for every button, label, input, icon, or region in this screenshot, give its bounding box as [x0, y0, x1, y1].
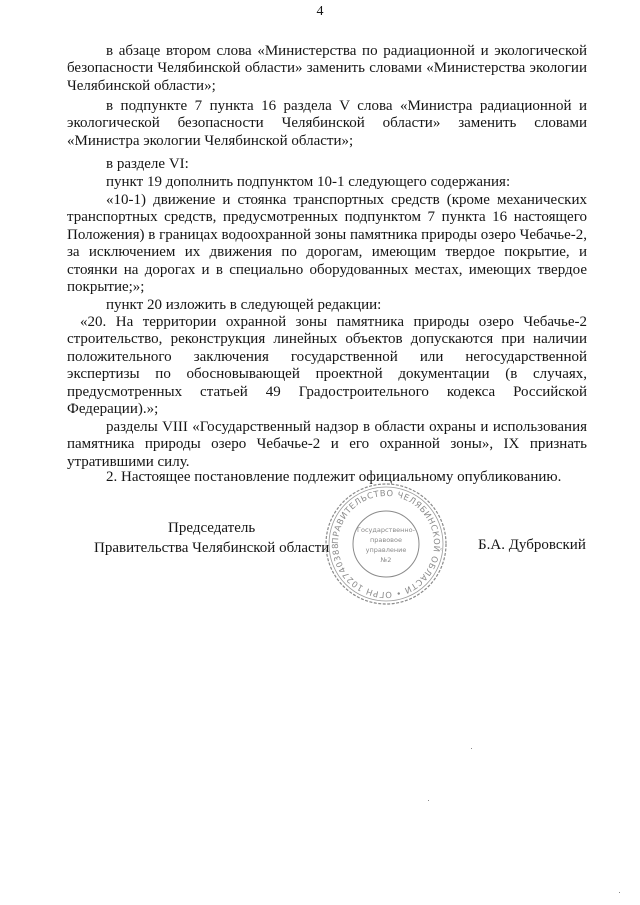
- stamp-outer-ring: [326, 484, 446, 604]
- paragraph-5-quote-10-1: «10-1) движение и стоянка транспортных средств (кроме механических транспортных средств, предусмотренных подпунктом 7 пункта 16 настоящего Положения) в границах водоохранной зоны памятника природы озеро Чебачье-2, за исключением их движения по дорогам, имеющим твердое покрытие, и стоянки на дорогах и в специально оборудованных местах, имеющих твердое покрытие;»;: [67, 192, 587, 296]
- scan-speck: [619, 892, 620, 893]
- paragraph-8: разделы VIII «Государственный надзор в области охраны и использования памятника природы озеро Чебачье-2 и его охранной зоны», IX признать утратившими силу.: [67, 419, 587, 470]
- paragraph-9: 2. Настоящее постановление подлежит официальному опубликованию.: [106, 469, 562, 485]
- page-number: 4: [316, 4, 324, 19]
- official-seal-stamp: [324, 482, 448, 606]
- paragraph-4: пункт 19 дополнить подпунктом 10-1 следующего содержания:: [106, 174, 511, 190]
- paragraph-7-quote-20: «20. На территории охранной зоны памятника природы озеро Чебачье-2 строительство, реконструкция линейных объектов допускаются при наличии положительного заключения государственной или негосударственной экспертизы по обосновывающей проектной документации (в случаях, предусмотренных статьей 49 Градостроительного кодекса Российской Федерации).»;: [67, 314, 587, 418]
- scan-speck: [471, 748, 472, 749]
- stamp-center-line1: Государственно-: [357, 526, 415, 534]
- stamp-center-line4: №2: [380, 556, 392, 564]
- signatory-position: [94, 518, 329, 558]
- paragraph-3: в разделе VI:: [106, 156, 189, 172]
- signatory-position-line1: Председатель: [168, 520, 256, 536]
- stamp-center-line2: правовое: [370, 536, 402, 544]
- stamp-outer-text: ПРАВИТЕЛЬСТВО ЧЕЛЯБИНСКОЙ ОБЛАСТИ • ОГРН 102740388: [329, 487, 443, 601]
- stamp-center-line3: управление: [365, 546, 407, 554]
- signatory-position-line2: Правительства Челябинской области: [94, 540, 330, 556]
- stamp-inner-ring: [329, 487, 443, 601]
- paragraph-1: в абзаце втором слова «Министерства по радиационной и экологической безопасности Челябинской области» заменить словами «Министерства экологии Челябинской области»;: [67, 43, 587, 94]
- stamp-center-ring: [353, 511, 419, 577]
- paragraph-2: в подпункте 7 пункта 16 раздела V слова «Министра радиационной и экологической безопасности Челябинской области» заменить словами «Министра экологии Челябинской области»;: [67, 98, 587, 149]
- scan-speck: [428, 800, 429, 801]
- signatory-name: Б.А. Дубровский: [478, 537, 586, 553]
- paragraph-6: пункт 20 изложить в следующей редакции:: [106, 297, 382, 313]
